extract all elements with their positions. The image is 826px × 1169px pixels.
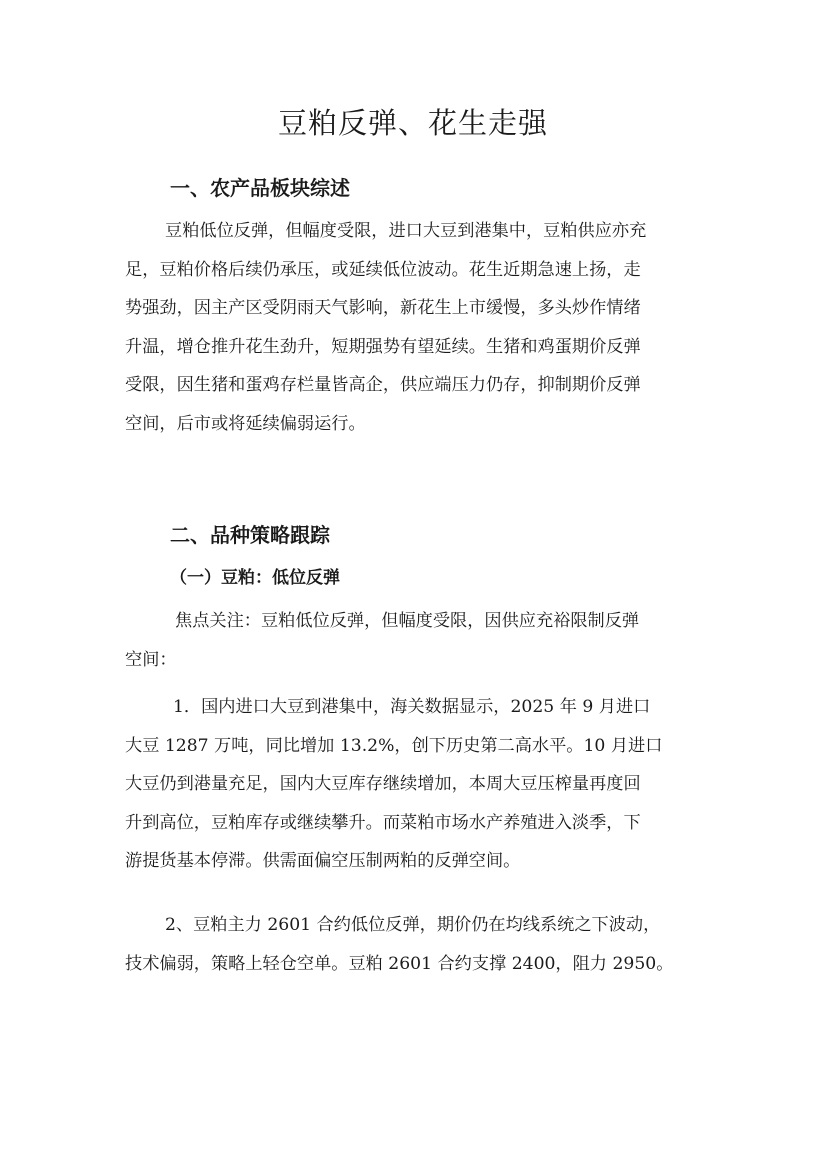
paragraph-line: 豆粕低位反弹，但幅度受限，进口大豆到港集中，豆粕供应亦充 — [165, 221, 647, 241]
paragraph-line: 2、豆粕主力 2601 合约低位反弹，期价仍在均线系统之下波动， — [165, 915, 661, 935]
section-1-heading: 一、农产品板块综述 — [170, 176, 350, 200]
paragraph-line: 升温，增仓推升花生劲升，短期强势有望延续。生猪和鸡蛋期价反弹 — [125, 336, 641, 357]
paragraph-line: 空间，后市或将延续偏弱运行。 — [125, 413, 366, 434]
subsection-1-heading: （一）豆粕：低位反弹 — [170, 568, 340, 588]
paragraph-line: 升到高位，豆粕库存或继续攀升。而菜粕市场水产养殖进入淡季，下 — [125, 812, 641, 833]
section-2-heading: 二、品种策略跟踪 — [170, 523, 330, 547]
paragraph-line: 空间： — [125, 649, 177, 670]
paragraph-line: 1．国内进口大豆到港集中，海关数据显示，2025 年 9 月进口 — [173, 697, 651, 717]
point-2-paragraph — [125, 906, 705, 983]
paragraph-line: 大豆仍到港量充足，国内大豆库存继续增加，本周大豆压榨量再度回 — [125, 774, 641, 794]
section-1-paragraph — [125, 212, 705, 443]
paragraph-line: 技术偏弱，策略上轻仓空单。豆粕 2601 合约支撑 2400，阻力 2950。 — [125, 953, 674, 974]
paragraph-line: 焦点关注：豆粕低位反弹，但幅度受限，因供应充裕限制反弹 — [175, 611, 640, 631]
point-1-paragraph — [125, 688, 705, 881]
paragraph-line: 势强劲，因主产区受阴雨天气影响，新花生上市缓慢，多头炒作情绪 — [125, 298, 641, 318]
paragraph-line: 足，豆粕价格后续仍承压，或延续低位波动。花生近期急速上扬，走 — [125, 259, 641, 280]
focus-paragraph — [125, 602, 705, 679]
document-title: 豆粕反弹、花生走强 — [277, 106, 548, 140]
paragraph-line: 游提货基本停滞。供需面偏空压制两粕的反弹空间。 — [125, 851, 521, 871]
paragraph-line: 受限，因生猪和蛋鸡存栏量皆高企，供应端压力仍存，抑制期价反弹 — [125, 375, 641, 395]
paragraph-line: 大豆 1287 万吨，同比增加 13.2%，创下历史第二高水平。10 月进口 — [125, 735, 663, 756]
